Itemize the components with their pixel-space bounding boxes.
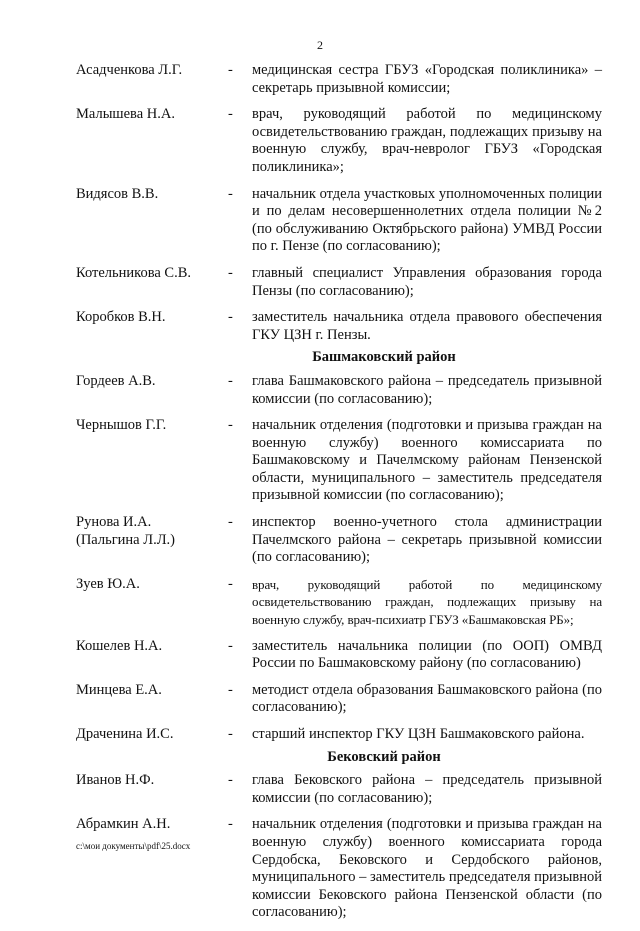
member-name-line: Малышева Н.А. bbox=[76, 106, 175, 123]
section-heading: Башмаковский район bbox=[312, 349, 456, 366]
member-entry bbox=[76, 309, 602, 344]
member-name-line: Котельникова С.В. bbox=[76, 264, 192, 281]
member-position: главный специалист Управления образования города Пензы (по согласованию); bbox=[252, 264, 602, 299]
dash-separator: - bbox=[228, 514, 233, 531]
dash-separator: - bbox=[228, 816, 233, 833]
member-entry bbox=[76, 638, 602, 673]
member-position: начальник отделения (подготовки и призыва граждан на военную службу) военного комиссариата по Башмаковскому и Пачелмскому районам Пензенской области, муниципального – заместитель председателя призывной комиссии (по согласованию); bbox=[252, 417, 602, 504]
member-position: начальник отдела участковых уполномоченных полиции и по делам несовершеннолетних отдела полиции №2 (по обслуживанию Октябрьского района) УМВД России по г. Пензе (по согласованию); bbox=[252, 185, 602, 255]
dash-separator: - bbox=[228, 264, 233, 281]
member-name-line: Рунова И.А. bbox=[76, 514, 152, 531]
member-name-line: Видясов В.В. bbox=[76, 185, 159, 202]
member-name bbox=[76, 309, 228, 344]
member-name bbox=[76, 576, 228, 629]
member-name-line: Драченина И.С. bbox=[76, 726, 174, 742]
member-name bbox=[76, 265, 228, 300]
dash-separator: - bbox=[228, 575, 233, 592]
dash-separator: - bbox=[228, 637, 233, 654]
member-name-line: Чернышов Г.Г. bbox=[76, 417, 167, 434]
dash-separator: - bbox=[228, 372, 233, 389]
member-name-line: Иванов Н.Ф. bbox=[76, 772, 155, 789]
dash-separator: - bbox=[228, 62, 233, 78]
member-name bbox=[76, 62, 228, 97]
member-position: заместитель начальника полиции (по ООП) ОМВД России по Башмаковскому району (по согласованию) bbox=[252, 637, 602, 672]
member-name-line: Асадченкова Л.Г. bbox=[76, 62, 183, 78]
member-position: инспектор военно-учетного стола администрации Пачелмского района – секретарь призывной комиссии (по согласованию); bbox=[252, 514, 602, 566]
member-entry bbox=[76, 373, 602, 408]
member-name bbox=[76, 726, 228, 744]
member-name bbox=[76, 186, 228, 256]
section-heading: Бековский район bbox=[327, 748, 441, 765]
dash-separator: - bbox=[228, 726, 233, 742]
dash-separator: - bbox=[228, 417, 233, 434]
member-position: глава Бековского района – председатель призывной комиссии (по согласованию); bbox=[252, 772, 602, 806]
member-entry bbox=[76, 265, 602, 300]
member-entry bbox=[76, 62, 602, 97]
member-entry bbox=[76, 816, 602, 922]
dash-separator: - bbox=[228, 772, 233, 789]
member-name bbox=[76, 682, 228, 717]
member-entry bbox=[76, 772, 602, 807]
member-name-line: Гордеев А.В. bbox=[76, 372, 156, 389]
member-name bbox=[76, 417, 228, 505]
member-name-line: Абрамкин А.Н. bbox=[76, 816, 171, 833]
member-position: врач, руководящий работой по медицинскому освидетельствованию граждан, подлежащих призыву на военную службу, врач-психиатр ГБУЗ «Башмаковская РБ»; bbox=[252, 576, 602, 628]
member-name bbox=[76, 106, 228, 176]
member-position: старший инспектор ГКУ ЦЗН Башмаковского района. bbox=[252, 726, 585, 742]
member-position: начальник отделения (подготовки и призыва граждан на военную службу) военного комиссариата города Сердобска, Бековского и Сердобского районов, муниципального – заместитель председателя призывной комиссии Бековского района Пензенской области (по согласованию); bbox=[252, 816, 602, 921]
member-entry bbox=[76, 576, 602, 629]
member-name bbox=[76, 638, 228, 673]
member-name-line: Зуев Ю.А. bbox=[76, 575, 140, 592]
member-entry bbox=[76, 106, 602, 176]
dash-separator: - bbox=[228, 309, 233, 326]
member-name-line: Коробков В.Н. bbox=[76, 309, 166, 326]
member-name-line: Минцева Е.А. bbox=[76, 681, 162, 698]
member-position: медицинская сестра ГБУЗ «Городская поликлиника» – секретарь призывной комиссии; bbox=[252, 62, 602, 96]
member-name bbox=[76, 816, 228, 922]
member-entry bbox=[76, 682, 602, 717]
member-position: глава Башмаковского района – председатель призывной комиссии (по согласованию); bbox=[252, 372, 602, 407]
member-name bbox=[76, 514, 228, 567]
member-name bbox=[76, 373, 228, 408]
member-entry bbox=[76, 186, 602, 256]
member-position: методист отдела образования Башмаковского района (по согласованию); bbox=[252, 681, 602, 716]
member-name-line: Кошелев Н.А. bbox=[76, 637, 163, 654]
dash-separator: - bbox=[228, 681, 233, 698]
member-name-line: (Пальгина Л.Л.) bbox=[76, 531, 175, 548]
member-list bbox=[76, 62, 602, 931]
member-entry bbox=[76, 726, 602, 744]
page-number: 2 bbox=[317, 38, 323, 52]
file-path-footer: c:\мои документы\pdf\25.docx bbox=[76, 841, 191, 851]
dash-separator: - bbox=[228, 106, 233, 123]
member-position: заместитель начальника отдела правового обеспечения ГКУ ЦЗН г. Пензы. bbox=[252, 309, 602, 343]
member-name bbox=[76, 772, 228, 807]
member-entry bbox=[76, 417, 602, 505]
member-entry bbox=[76, 514, 602, 567]
member-position: врач, руководящий работой по медицинскому освидетельствованию граждан, подлежащих призыву на военную службу, врач-невролог ГБУЗ «Городская поликлиника»; bbox=[252, 106, 602, 175]
dash-separator: - bbox=[228, 185, 233, 202]
